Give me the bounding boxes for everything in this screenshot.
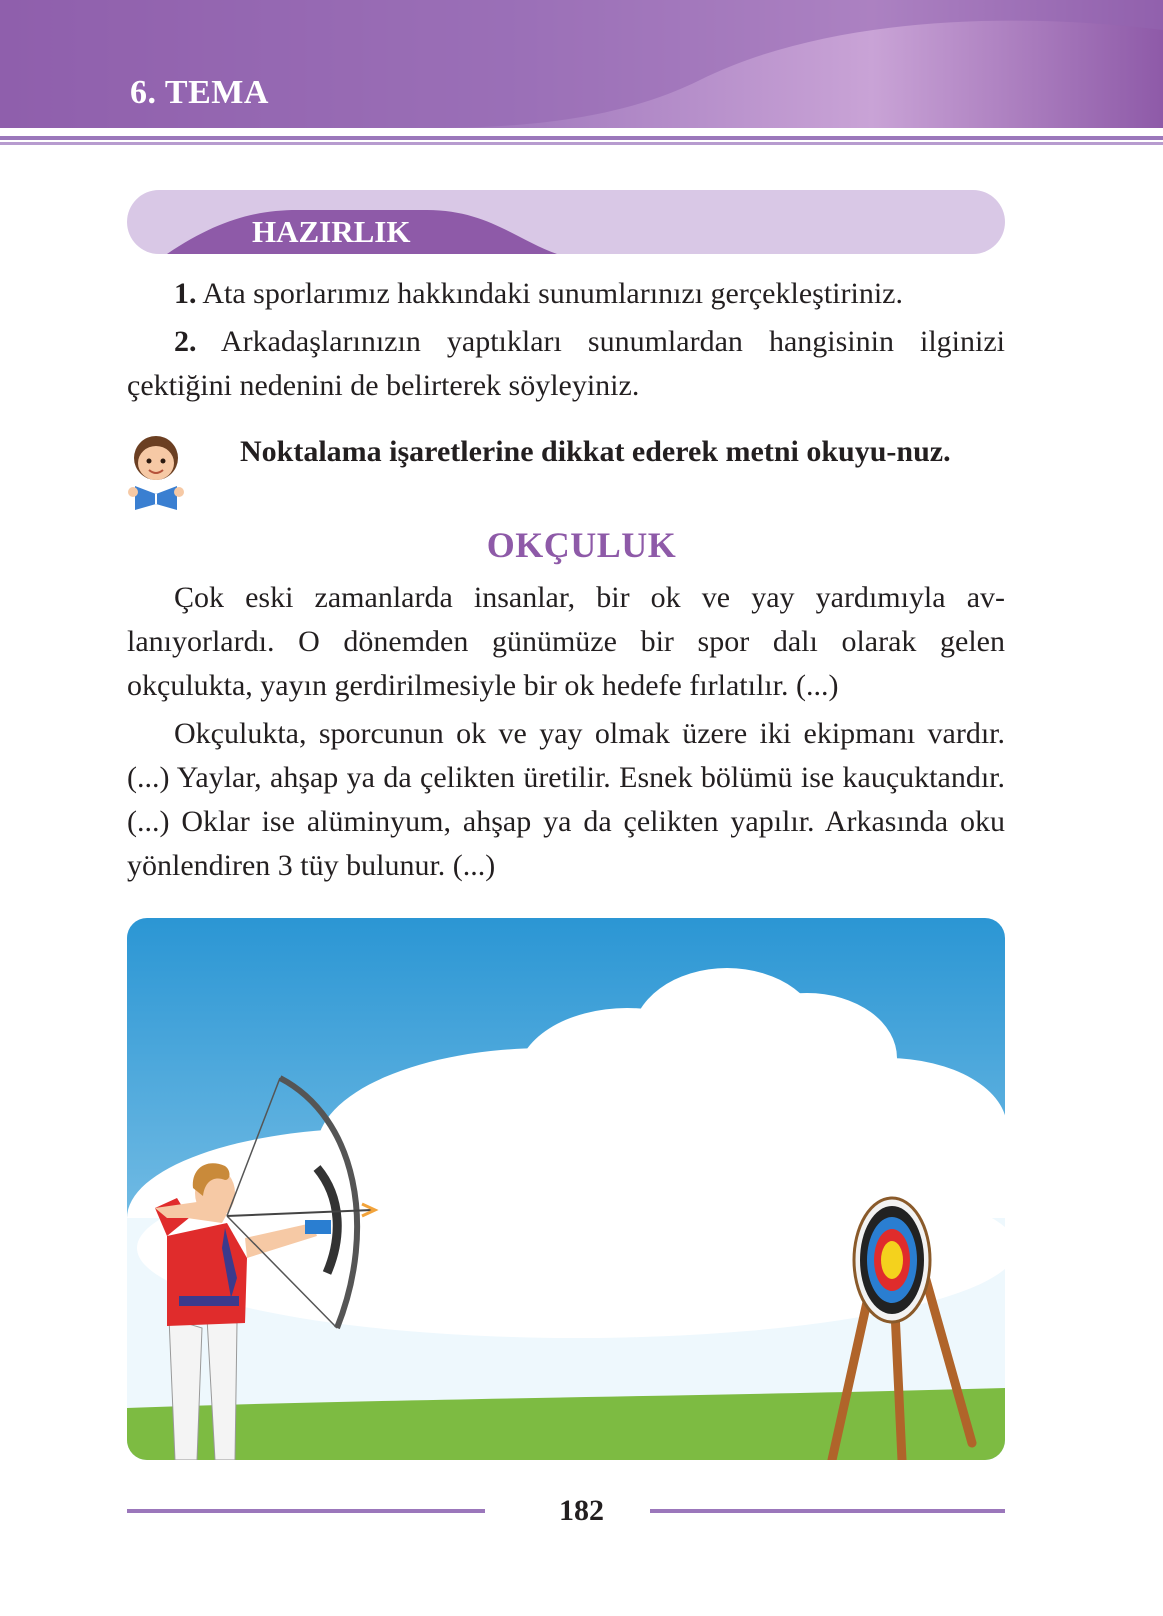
question-number: 1. — [174, 277, 197, 310]
page-number: 182 — [559, 1494, 604, 1527]
reading-child-icon — [127, 428, 185, 512]
question-1 — [127, 272, 1005, 316]
question-text: Arkadaşlarınızın yaptıkları sunumlardan hangisinin ilginizi çektiğini nedenini de belirterek söyleyiniz. — [127, 325, 1005, 402]
question-2 — [127, 320, 1005, 408]
question-number: 2. — [174, 325, 197, 358]
paragraph-2: Okçulukta, sporcunun ok ve yay olmak üzere iki ekipmanı vardır. (...) Yaylar, ahşap ya da çelikten üretilir. Esnek bölümü ise kauçuktandır. (...) Oklar ise alüminyum, ahşap ya da çelikten yapılır. Arkasında oku yönlendiren 3 tüy bulunur. (...) — [127, 717, 1005, 882]
archery-illustration — [127, 918, 1005, 1460]
reading-title: OKÇULUK — [486, 525, 677, 565]
theme-title: 6. TEMA — [130, 74, 269, 111]
reading-instruction: Noktalama işaretlerine dikkat ederek metni okuyu-nuz. — [240, 435, 951, 468]
question-text: Ata sporlarımız hakkındaki sunumlarınızı gerçekleştiriniz. — [196, 277, 903, 310]
archery-target — [854, 1198, 930, 1322]
paragraph-1: Çok eski zamanlarda insanlar, bir ok ve yay yardımıyla av-lanıyorlardı. O dönemden günümüze bir spor dalı olarak gelen okçulukta, yayın gerdirilmesiyle bir ok hedefe fırlatılır. (...) — [127, 581, 1005, 702]
section-label: HAZIRLIK — [252, 214, 411, 249]
